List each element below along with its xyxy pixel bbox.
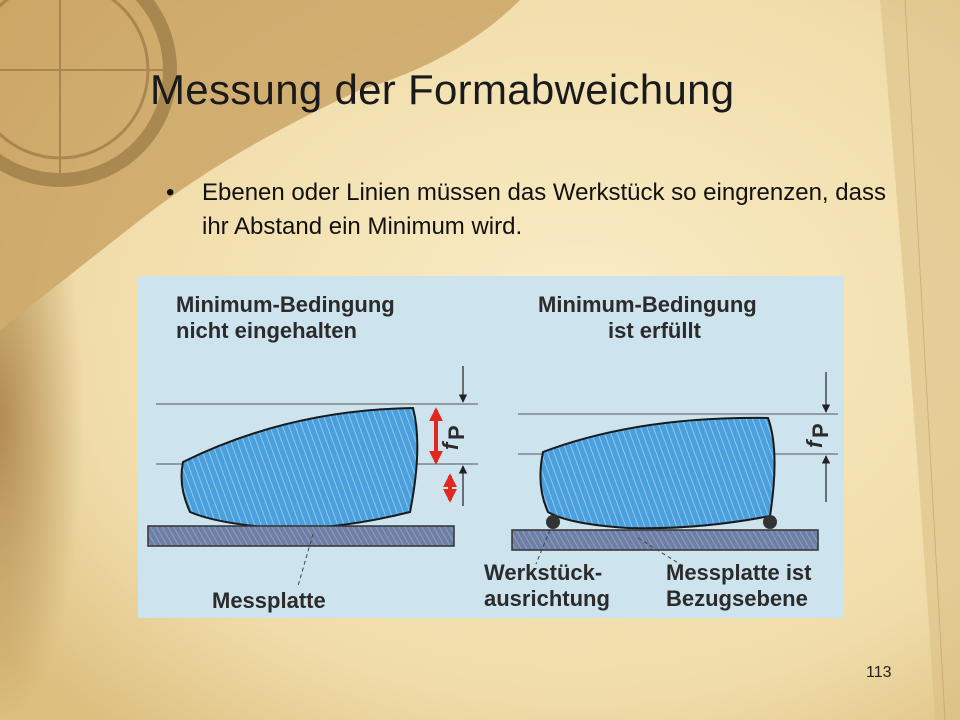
left-support-ball xyxy=(546,515,560,529)
left-deviation-label: f xyxy=(438,442,463,450)
page-number: 113 xyxy=(866,664,892,681)
right-support-label-line2: ausrichtung xyxy=(484,586,610,611)
left-deviation-subscript: P xyxy=(444,425,469,440)
right-deviation-subscript: P xyxy=(808,423,833,438)
left-plate-label: Messplatte xyxy=(212,588,326,613)
right-heading-line2: ist erfüllt xyxy=(608,318,701,343)
left-heading-line1: Minimum-Bedingung xyxy=(176,292,395,317)
slide-title: Messung der Formabweichung xyxy=(150,66,735,113)
bullet-text: Ebenen oder Linien müssen das Werkstück so eingrenzen, dass ihr Abstand ein Minimum wird. xyxy=(202,179,886,240)
left-measuring-plate xyxy=(148,526,454,546)
left-heading-line2: nicht eingehalten xyxy=(176,318,357,343)
right-plate-label-line1: Messplatte ist xyxy=(666,560,812,585)
right-support-label-line1: Werkstück- xyxy=(484,560,603,585)
right-support-ball xyxy=(763,515,777,529)
bullet-dot-icon: • xyxy=(166,179,175,206)
bullet-item xyxy=(166,176,886,244)
right-measuring-plate xyxy=(512,530,818,550)
right-plate-label-line2: Bezugsebene xyxy=(666,586,808,611)
bullet-list xyxy=(166,176,886,244)
right-heading-line1: Minimum-Bedingung xyxy=(538,292,757,317)
minimum-condition-figure xyxy=(138,276,844,618)
right-deviation-label: f xyxy=(802,440,827,448)
